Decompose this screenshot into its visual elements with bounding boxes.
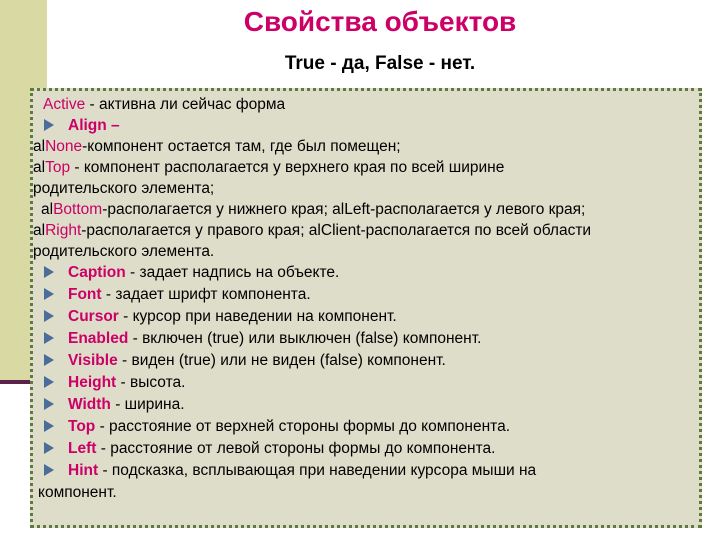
- bullet-caption: [40, 262, 339, 283]
- keyword-height: Height: [68, 374, 117, 391]
- keyword-visible: Visible: [68, 352, 118, 369]
- line-text: - курсор при наведении на компонент.: [118, 308, 397, 325]
- bullet-triangle-icon: [44, 398, 54, 410]
- line-text: - задает шрифт компонента.: [101, 286, 311, 303]
- bullet-height: [40, 372, 185, 393]
- prefix-al: al: [33, 222, 46, 239]
- keyword-hint: Hint: [68, 462, 99, 479]
- line-text: - расстояние от левой стороны формы до компонента.: [96, 440, 496, 457]
- bullet-cursor: [40, 306, 397, 327]
- bullet-triangle-icon: [44, 266, 54, 278]
- bullet-triangle-icon: [44, 376, 54, 388]
- bullet-triangle-icon: [44, 119, 54, 131]
- line-text: - расстояние от верхней стороны формы до компонента.: [95, 418, 511, 435]
- text-line-alnone: [33, 136, 401, 157]
- text-line-altop: [33, 157, 504, 178]
- keyword-font: Font: [68, 286, 102, 303]
- keyword-caption: Caption: [68, 264, 126, 281]
- text-line-continuation: компонент.: [38, 484, 117, 501]
- line-text: - подсказка, всплывающая при наведении курсора мыши на: [98, 462, 537, 479]
- text-line-albottom: [41, 199, 585, 220]
- keyword-cursor: Cursor: [68, 308, 119, 325]
- keyword-bottom: Bottom: [53, 201, 103, 218]
- bullet-triangle-icon: [44, 420, 54, 432]
- keyword-align: Align –: [68, 117, 120, 134]
- content-box: [30, 88, 702, 528]
- text-line-continuation: родительского элемента.: [33, 243, 215, 260]
- line-text: - высота.: [116, 374, 186, 391]
- text-line-active: [43, 94, 285, 115]
- bullet-triangle-icon: [44, 464, 54, 476]
- slide-subtitle: True - да, False - нет.: [284, 53, 476, 74]
- slide-title: Свойства объектов: [243, 6, 517, 37]
- line-text: - задает надпись на объекте.: [125, 264, 340, 281]
- keyword-none: None: [45, 138, 83, 155]
- keyword-right: Right: [45, 222, 82, 239]
- prefix-al: al: [41, 201, 54, 218]
- bullet-top: [40, 416, 510, 437]
- bullet-width: [40, 394, 185, 415]
- bullet-left: [40, 438, 495, 459]
- line-text: - ширина.: [110, 396, 185, 413]
- line-text: -располагается у правого края; alClient-располагается по всей области: [81, 222, 592, 239]
- line-text: - компонент располагается у верхнего края по всей ширине: [70, 159, 505, 176]
- bullet-triangle-icon: [44, 310, 54, 322]
- line-text: - включен (true) или выключен (false) компонент.: [128, 330, 482, 347]
- bullet-triangle-icon: [44, 332, 54, 344]
- text-line-alright: [33, 220, 591, 241]
- line-text: - активна ли сейчас форма: [85, 96, 286, 113]
- bullet-triangle-icon: [44, 442, 54, 454]
- keyword-left: Left: [68, 440, 97, 457]
- prefix-al: al: [33, 159, 46, 176]
- bullet-triangle-icon: [44, 288, 54, 300]
- line-text: - виден (true) или не виден (false) компонент.: [117, 352, 446, 369]
- line-text: -располагается у нижнего края; alLeft-располагается у левого края;: [102, 201, 586, 218]
- bullet-align: [40, 115, 120, 136]
- bullet-triangle-icon: [44, 354, 54, 366]
- prefix-al: al: [33, 138, 46, 155]
- keyword-width: Width: [68, 396, 111, 413]
- text-line-continuation: родительского элемента;: [33, 180, 215, 197]
- bullet-hint: [40, 460, 536, 481]
- keyword-active: Active: [43, 96, 86, 113]
- keyword-enabled: Enabled: [68, 330, 129, 347]
- keyword-top-prop: Top: [68, 418, 96, 435]
- keyword-top: Top: [45, 159, 71, 176]
- bullet-font: [40, 284, 311, 305]
- bullet-visible: [40, 350, 446, 371]
- bullet-enabled: [40, 328, 481, 349]
- line-text: -компонент остается там, где был помещен;: [82, 138, 401, 155]
